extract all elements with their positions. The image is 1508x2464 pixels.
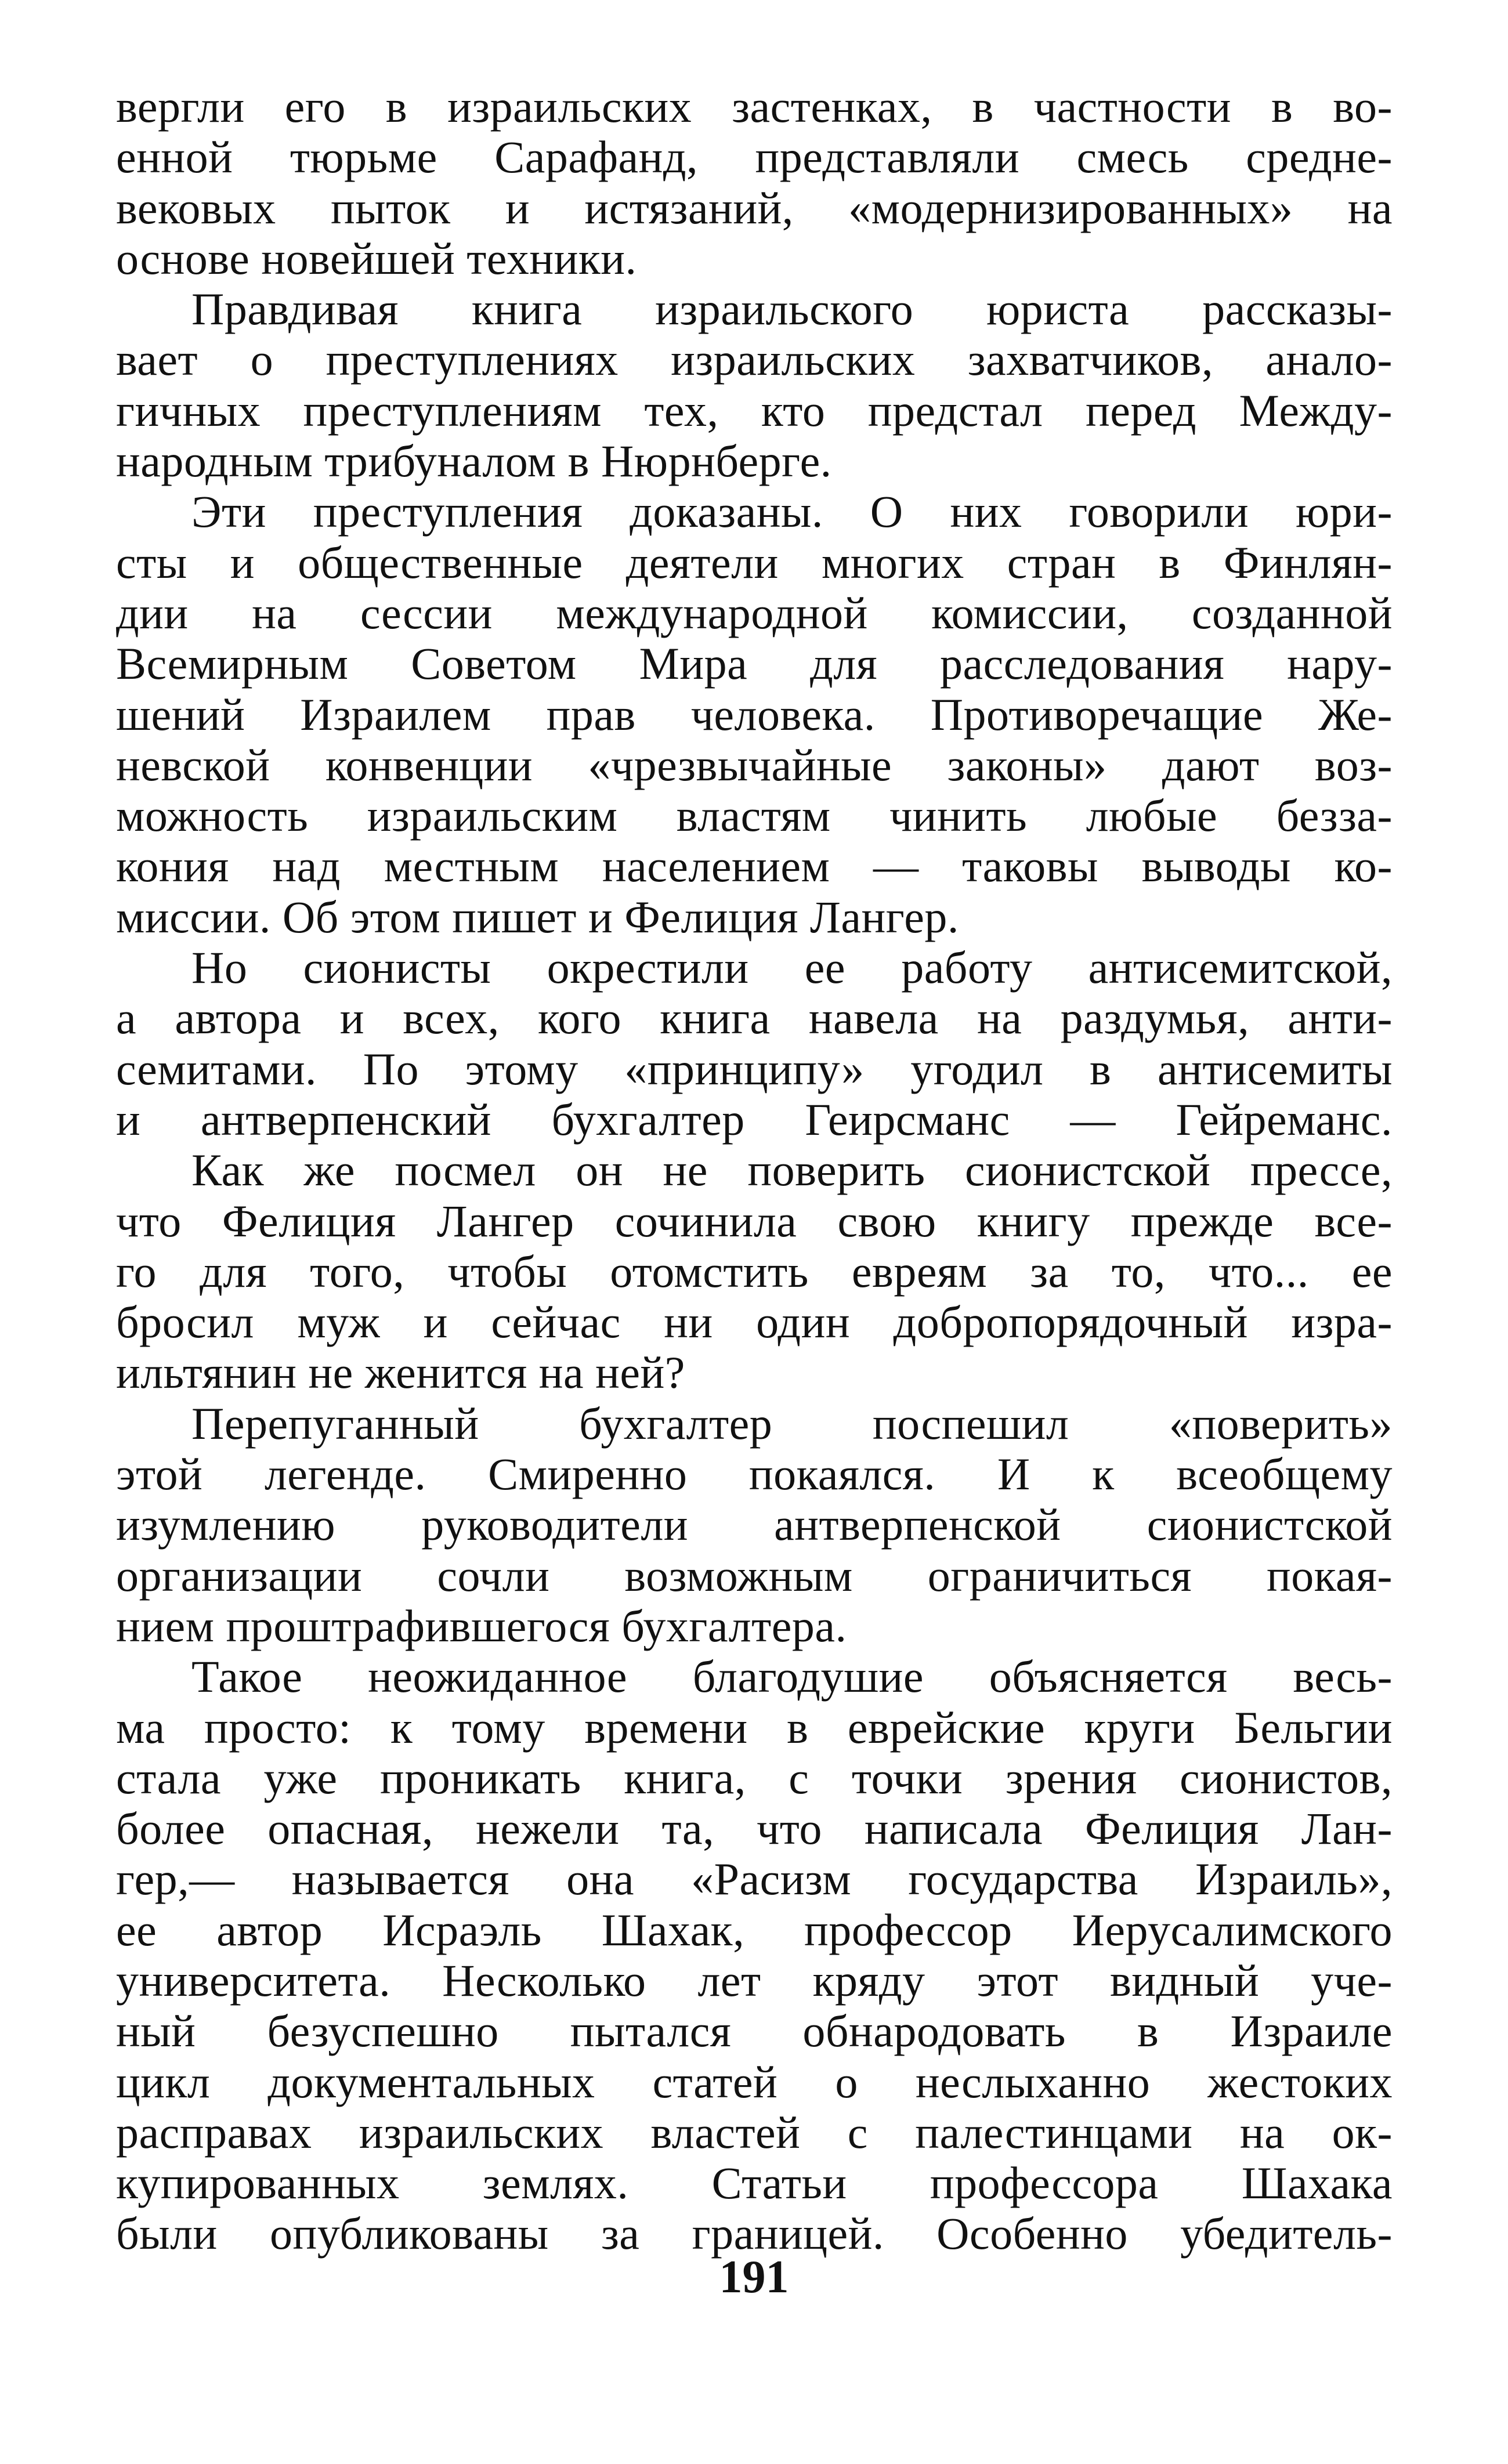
text-line: университета. Несколько лет кряду этот видный уче- — [116, 1955, 1393, 2006]
text-line: ма просто: к тому времени в еврейские круги Бельгии — [116, 1702, 1393, 1753]
text-line: дии на сессии международной комиссии, созданной — [116, 587, 1393, 638]
text-line: семитами. По этому «принципу» угодил в антисемиты — [116, 1043, 1393, 1094]
text-line: миссии. Об этом пишет и Фелиция Лангер. — [116, 891, 959, 942]
text-line: Но сионисты окрестили ее работу антисемитской, — [191, 942, 1393, 993]
text-line: Всемирным Советом Мира для расследования нару- — [116, 638, 1393, 689]
paragraph-4 — [116, 942, 1393, 1145]
text-line: вековых пыток и истязаний, «модернизированных» на — [116, 182, 1393, 233]
text-line: цикл документальных статей о неслыханно жестоких — [116, 2056, 1393, 2107]
text-line: невской конвенции «чрезвычайные законы» дают воз- — [116, 739, 1393, 790]
text-line: и антверпенский бухгалтер Геирсманс — Гейреманс. — [116, 1094, 1393, 1145]
text-line: более опасная, нежели та, что написала Фелиция Лан- — [116, 1803, 1393, 1854]
text-line: изумлению руководители антверпенской сионистской — [116, 1499, 1393, 1550]
paragraph-1 — [116, 81, 1393, 284]
text-line: что Фелиция Лангер сочинила свою книгу прежде все- — [116, 1195, 1393, 1246]
text-line: основе новейшей техники. — [116, 233, 637, 284]
text-line: народным трибуналом в Нюрнберге. — [116, 436, 832, 487]
text-line: Как же посмел он не поверить сионистской прессе, — [191, 1145, 1393, 1196]
paragraph-3 — [116, 486, 1393, 942]
text-line: Такое неожиданное благодушие объясняется весь- — [191, 1651, 1393, 1702]
paragraph-6 — [116, 1398, 1393, 1651]
text-line: были опубликованы за границей. Особенно убедитель- — [116, 2208, 1393, 2259]
text-line: купированных землях. Статьи профессора Шахака — [116, 2158, 1393, 2209]
text-line: Правдивая книга израильского юриста рассказы- — [191, 284, 1393, 335]
text-line: ный безуспешно пытался обнародовать в Израиле — [116, 2006, 1393, 2057]
paragraph-2 — [116, 284, 1393, 486]
text-line: расправах израильских властей с палестинцами на ок- — [116, 2107, 1393, 2158]
text-line: вает о преступлениях израильских захватчиков, анало- — [116, 334, 1393, 385]
paragraph-5 — [116, 1145, 1393, 1398]
text-line: вергли его в израильских застенках, в частности в во- — [116, 81, 1393, 132]
text-line: шений Израилем прав человека. Противоречащие Же- — [116, 689, 1393, 740]
paragraph-7 — [116, 1651, 1393, 2259]
text-line: Эти преступления доказаны. О них говорили юри- — [191, 486, 1393, 537]
text-line: организации сочли возможным ограничиться покая- — [116, 1550, 1393, 1601]
text-line: нием проштрафившегося бухгалтера. — [116, 1600, 847, 1651]
text-line: бросил муж и сейчас ни один добропорядочный изра- — [116, 1297, 1393, 1348]
page-body — [116, 81, 1393, 2259]
text-line: Перепуганный бухгалтер поспешил «поверить» — [191, 1398, 1393, 1449]
text-line: гичных преступлениям тех, кто предстал перед Между- — [116, 385, 1393, 436]
page-number: 191 — [719, 2252, 789, 2303]
text-line: стала уже проникать книга, с точки зрения сионистов, — [116, 1752, 1393, 1803]
text-line: енной тюрьме Сарафанд, представляли смесь средне- — [116, 132, 1393, 183]
text-line: гер,— называется она «Расизм государства Израиль», — [116, 1854, 1393, 1905]
text-line: сты и общественные деятели многих стран в Финлян- — [116, 537, 1393, 588]
text-line: этой легенде. Смиренно покаялся. И к всеобщему — [116, 1449, 1393, 1500]
text-line: ее автор Исраэль Шахак, профессор Иерусалимского — [116, 1904, 1393, 1955]
text-line: кония над местным населением — таковы выводы ко- — [116, 841, 1393, 892]
text-line: можность израильским властям чинить любые безза- — [116, 790, 1393, 841]
text-line: а автора и всех, кого книга навела на раздумья, анти- — [116, 993, 1393, 1044]
text-line: ильтянин не женится на ней? — [116, 1347, 685, 1398]
text-line: го для того, чтобы отомстить евреям за то, что... ее — [116, 1246, 1393, 1297]
